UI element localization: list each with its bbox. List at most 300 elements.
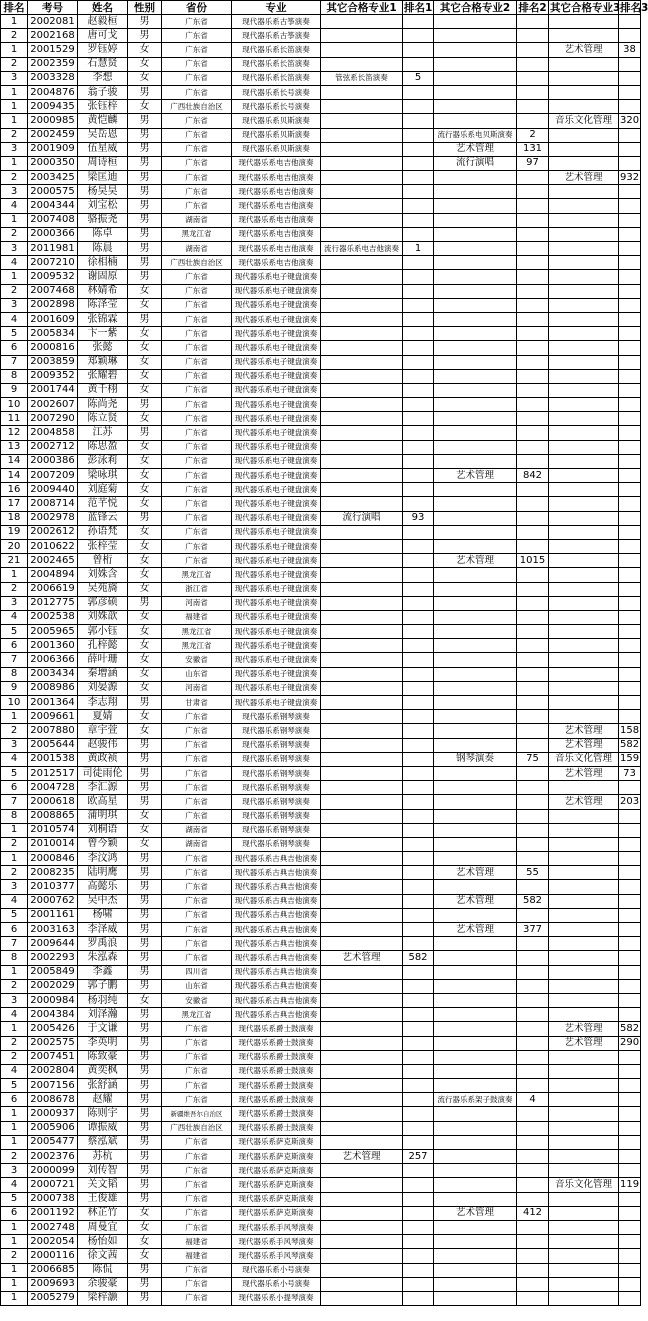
other-major-1-cell	[321, 483, 403, 497]
gender-cell: 男	[128, 1050, 162, 1064]
other-major-1-cell: 管弦系长笛演奏	[321, 71, 403, 85]
rank-cell: 8	[1, 667, 28, 681]
exam-number-cell: 2002612	[28, 525, 78, 539]
name-cell: 张梓莹	[78, 539, 128, 553]
rank-1-cell	[403, 128, 434, 142]
rank-2-cell: 97	[517, 156, 549, 170]
rank-3-cell: 290	[619, 1036, 641, 1050]
other-major-1-cell: 流行演唱	[321, 511, 403, 525]
major-cell: 现代器乐系小提琴演奏	[232, 1291, 321, 1305]
other-major-2-cell	[434, 639, 517, 653]
other-major-3-cell	[549, 965, 619, 979]
other-major-1-cell	[321, 227, 403, 241]
other-major-3-cell	[549, 383, 619, 397]
name-cell: 赵耀	[78, 1093, 128, 1107]
gender-cell: 男	[128, 171, 162, 185]
rank-cell: 1	[1, 1220, 28, 1234]
rank-cell: 1	[1, 1107, 28, 1121]
exam-number-cell: 2008865	[28, 809, 78, 823]
rank-3-cell	[619, 71, 641, 85]
other-major-3-cell	[549, 582, 619, 596]
rank-cell: 11	[1, 412, 28, 426]
rank-1-cell	[403, 667, 434, 681]
province-cell: 广东省	[162, 738, 232, 752]
other-major-1-cell	[321, 1277, 403, 1291]
gender-cell: 女	[128, 298, 162, 312]
rank-2-cell: 1015	[517, 554, 549, 568]
rank-cell: 9	[1, 681, 28, 695]
rank-2-cell: 4	[517, 1093, 549, 1107]
name-cell: 孙语梵	[78, 525, 128, 539]
exam-number-cell: 2003859	[28, 355, 78, 369]
col-province-header: 省份	[162, 1, 232, 15]
rank-3-cell	[619, 57, 641, 71]
major-cell: 现代器乐系电子键盘演奏	[232, 341, 321, 355]
other-major-3-cell: 艺术管理	[549, 738, 619, 752]
gender-cell: 女	[128, 327, 162, 341]
rank-1-cell	[403, 681, 434, 695]
other-major-2-cell	[434, 568, 517, 582]
other-major-3-cell	[549, 483, 619, 497]
province-cell: 河南省	[162, 681, 232, 695]
table-row	[1, 142, 641, 156]
name-cell: 吴中杰	[78, 894, 128, 908]
major-cell: 现代器乐系萨克斯演奏	[232, 1164, 321, 1178]
table-row	[1, 412, 641, 426]
rank-2-cell	[517, 1235, 549, 1249]
other-major-1-cell	[321, 1036, 403, 1050]
other-major-3-cell	[549, 511, 619, 525]
rank-cell: 1	[1, 114, 28, 128]
rank-1-cell: 257	[403, 1150, 434, 1164]
table-row	[1, 256, 641, 270]
other-major-1-cell	[321, 156, 403, 170]
table-row	[1, 483, 641, 497]
province-cell: 广东省	[162, 554, 232, 568]
table-row	[1, 809, 641, 823]
rank-2-cell	[517, 1022, 549, 1036]
other-major-1-cell	[321, 653, 403, 667]
other-major-3-cell	[549, 1135, 619, 1149]
rank-3-cell	[619, 852, 641, 866]
rank-1-cell	[403, 965, 434, 979]
major-cell: 现代器乐系电子键盘演奏	[232, 596, 321, 610]
name-cell: 黄千栩	[78, 383, 128, 397]
other-major-1-cell	[321, 568, 403, 582]
gender-cell: 男	[128, 1135, 162, 1149]
rank-1-cell	[403, 724, 434, 738]
rank-2-cell	[517, 596, 549, 610]
name-cell: 江苏	[78, 426, 128, 440]
province-cell: 广东省	[162, 1022, 232, 1036]
gender-cell: 女	[128, 497, 162, 511]
name-cell: 张锦霖	[78, 312, 128, 326]
name-cell: 欧高星	[78, 795, 128, 809]
other-major-2-cell	[434, 596, 517, 610]
exam-number-cell: 2000366	[28, 227, 78, 241]
exam-number-cell: 2004876	[28, 85, 78, 99]
rank-cell: 7	[1, 653, 28, 667]
major-cell: 现代器乐系电子键盘演奏	[232, 681, 321, 695]
rank-3-cell	[619, 199, 641, 213]
table-row	[1, 866, 641, 880]
rank-cell: 8	[1, 369, 28, 383]
other-major-3-cell	[549, 667, 619, 681]
major-cell: 现代器乐系古典吉他演奏	[232, 1008, 321, 1022]
rank-3-cell	[619, 1079, 641, 1093]
rank-3-cell	[619, 610, 641, 624]
rank-cell: 4	[1, 312, 28, 326]
other-major-3-cell	[549, 951, 619, 965]
other-major-3-cell	[549, 327, 619, 341]
col-exam-number-header: 考号	[28, 1, 78, 15]
rank-cell: 6	[1, 923, 28, 937]
exam-number-cell: 2001744	[28, 383, 78, 397]
rank-2-cell	[517, 256, 549, 270]
other-major-1-cell	[321, 908, 403, 922]
exam-number-cell: 2010014	[28, 837, 78, 851]
gender-cell: 男	[128, 596, 162, 610]
province-cell: 广东省	[162, 426, 232, 440]
gender-cell: 男	[128, 866, 162, 880]
exam-number-cell: 2002607	[28, 398, 78, 412]
gender-cell: 男	[128, 752, 162, 766]
rank-2-cell	[517, 1121, 549, 1135]
province-cell: 新疆维吾尔自治区	[162, 1107, 232, 1121]
rank-3-cell	[619, 809, 641, 823]
rank-cell: 1	[1, 852, 28, 866]
other-major-3-cell	[549, 15, 619, 29]
rank-3-cell	[619, 582, 641, 596]
other-major-3-cell	[549, 398, 619, 412]
other-major-2-cell	[434, 383, 517, 397]
rank-1-cell	[403, 1263, 434, 1277]
rank-3-cell: 119	[619, 1178, 641, 1192]
other-major-3-cell	[549, 454, 619, 468]
rank-2-cell: 55	[517, 866, 549, 880]
rank-3-cell	[619, 469, 641, 483]
province-cell: 广东省	[162, 525, 232, 539]
table-row	[1, 454, 641, 468]
rank-2-cell	[517, 766, 549, 780]
name-cell: 刘晏源	[78, 681, 128, 695]
rank-2-cell	[517, 383, 549, 397]
major-cell: 现代器乐系电子键盘演奏	[232, 625, 321, 639]
table-row	[1, 979, 641, 993]
rank-3-cell	[619, 440, 641, 454]
gender-cell: 女	[128, 837, 162, 851]
major-cell: 现代器乐系钢琴演奏	[232, 738, 321, 752]
rank-cell: 7	[1, 795, 28, 809]
major-cell: 现代器乐系电吉他演奏	[232, 185, 321, 199]
col-other-major-2-header: 其它合格专业2	[434, 1, 517, 15]
table-row	[1, 85, 641, 99]
gender-cell: 男	[128, 15, 162, 29]
rank-2-cell	[517, 1107, 549, 1121]
other-major-1-cell	[321, 1220, 403, 1234]
table-row	[1, 511, 641, 525]
other-major-1-cell	[321, 171, 403, 185]
rank-1-cell	[403, 440, 434, 454]
rank-2-cell	[517, 497, 549, 511]
rank-1-cell	[403, 497, 434, 511]
other-major-3-cell	[549, 1249, 619, 1263]
other-major-2-cell	[434, 1050, 517, 1064]
rank-1-cell	[403, 837, 434, 851]
name-cell: 司徒雨伦	[78, 766, 128, 780]
other-major-2-cell	[434, 667, 517, 681]
major-cell: 现代器乐系电吉他演奏	[232, 242, 321, 256]
rank-1-cell	[403, 696, 434, 710]
rank-cell: 2	[1, 1150, 28, 1164]
rank-1-cell	[403, 554, 434, 568]
rank-cell: 1	[1, 100, 28, 114]
rank-2-cell	[517, 681, 549, 695]
gender-cell: 女	[128, 355, 162, 369]
rank-3-cell: 320	[619, 114, 641, 128]
gender-cell: 女	[128, 653, 162, 667]
other-major-2-cell	[434, 852, 517, 866]
other-major-3-cell	[549, 1277, 619, 1291]
rank-cell: 4	[1, 610, 28, 624]
gender-cell: 女	[128, 469, 162, 483]
rank-2-cell	[517, 199, 549, 213]
other-major-3-cell: 艺术管理	[549, 1036, 619, 1050]
exam-number-cell: 2007880	[28, 724, 78, 738]
other-major-3-cell	[549, 539, 619, 553]
rank-1-cell	[403, 1291, 434, 1305]
rank-3-cell	[619, 327, 641, 341]
other-major-2-cell	[434, 1008, 517, 1022]
gender-cell: 男	[128, 29, 162, 43]
major-cell: 现代器乐系电吉他演奏	[232, 256, 321, 270]
gender-cell: 男	[128, 908, 162, 922]
table-row	[1, 469, 641, 483]
other-major-1-cell	[321, 440, 403, 454]
other-major-2-cell	[434, 1079, 517, 1093]
major-cell: 现代器乐系爵士鼓演奏	[232, 1036, 321, 1050]
other-major-3-cell	[549, 596, 619, 610]
rank-cell: 18	[1, 511, 28, 525]
other-major-2-cell	[434, 426, 517, 440]
major-cell: 现代器乐系萨克斯演奏	[232, 1192, 321, 1206]
rank-cell: 5	[1, 327, 28, 341]
province-cell: 广东省	[162, 199, 232, 213]
table-row	[1, 1263, 641, 1277]
exam-number-cell: 2012517	[28, 766, 78, 780]
province-cell: 黑龙江省	[162, 625, 232, 639]
table-row	[1, 639, 641, 653]
major-cell: 现代器乐系电子键盘演奏	[232, 483, 321, 497]
rank-2-cell	[517, 667, 549, 681]
other-major-2-cell	[434, 1235, 517, 1249]
other-major-2-cell	[434, 327, 517, 341]
gender-cell: 男	[128, 1036, 162, 1050]
exam-number-cell: 2001909	[28, 142, 78, 156]
rank-2-cell	[517, 837, 549, 851]
rank-3-cell	[619, 426, 641, 440]
province-cell: 黑龙江省	[162, 227, 232, 241]
table-row	[1, 1022, 641, 1036]
major-cell: 现代器乐系古典吉他演奏	[232, 894, 321, 908]
rank-2-cell	[517, 710, 549, 724]
other-major-1-cell	[321, 1107, 403, 1121]
exam-number-cell: 2001192	[28, 1206, 78, 1220]
other-major-3-cell	[549, 1121, 619, 1135]
other-major-2-cell	[434, 809, 517, 823]
rank-2-cell	[517, 71, 549, 85]
name-cell: 卞一紫	[78, 327, 128, 341]
rank-cell: 3	[1, 1164, 28, 1178]
table-row	[1, 923, 641, 937]
other-major-3-cell	[549, 185, 619, 199]
major-cell: 现代器乐系古典吉他演奏	[232, 951, 321, 965]
major-cell: 现代器乐系电子键盘演奏	[232, 639, 321, 653]
name-cell: 陈晨	[78, 242, 128, 256]
other-major-1-cell	[321, 142, 403, 156]
col-rank-header: 排名	[1, 1, 28, 15]
gender-cell: 男	[128, 199, 162, 213]
rank-3-cell	[619, 256, 641, 270]
other-major-2-cell: 流行器乐系架子鼓演奏	[434, 1093, 517, 1107]
rank-cell: 1	[1, 43, 28, 57]
exam-number-cell: 2009644	[28, 937, 78, 951]
table-row	[1, 270, 641, 284]
table-row	[1, 426, 641, 440]
other-major-1-cell	[321, 1249, 403, 1263]
table-row	[1, 738, 641, 752]
table-row	[1, 525, 641, 539]
other-major-1-cell	[321, 866, 403, 880]
name-cell: 骆振尧	[78, 213, 128, 227]
rank-2-cell: 75	[517, 752, 549, 766]
major-cell: 现代器乐系小号演奏	[232, 1263, 321, 1277]
rank-cell: 4	[1, 752, 28, 766]
gender-cell: 男	[128, 1178, 162, 1192]
other-major-2-cell	[434, 497, 517, 511]
province-cell: 广东省	[162, 270, 232, 284]
exam-number-cell: 2005834	[28, 327, 78, 341]
rank-cell: 9	[1, 383, 28, 397]
name-cell: 王俊雄	[78, 1192, 128, 1206]
rank-cell: 2	[1, 979, 28, 993]
rank-cell: 6	[1, 639, 28, 653]
other-major-1-cell: 流行器乐系电吉他演奏	[321, 242, 403, 256]
major-cell: 现代器乐系电子键盘演奏	[232, 312, 321, 326]
other-major-3-cell	[549, 213, 619, 227]
province-cell: 福建省	[162, 1235, 232, 1249]
gender-cell: 女	[128, 454, 162, 468]
rank-cell: 14	[1, 454, 28, 468]
rank-1-cell	[403, 923, 434, 937]
name-cell: 黄政祯	[78, 752, 128, 766]
rank-1-cell	[403, 823, 434, 837]
exam-number-cell: 2005965	[28, 625, 78, 639]
major-cell: 现代器乐系爵士鼓演奏	[232, 1022, 321, 1036]
name-cell: 朱泓森	[78, 951, 128, 965]
other-major-3-cell	[549, 1050, 619, 1064]
other-major-1-cell	[321, 298, 403, 312]
province-cell: 广东省	[162, 29, 232, 43]
rank-1-cell	[403, 426, 434, 440]
other-major-2-cell	[434, 454, 517, 468]
rank-3-cell	[619, 29, 641, 43]
other-major-1-cell	[321, 525, 403, 539]
province-cell: 广东省	[162, 185, 232, 199]
rank-cell: 1	[1, 710, 28, 724]
table-row	[1, 440, 641, 454]
name-cell: 夏婧	[78, 710, 128, 724]
gender-cell: 男	[128, 1164, 162, 1178]
name-cell: 唐可戈	[78, 29, 128, 43]
table-row	[1, 128, 641, 142]
rank-3-cell	[619, 681, 641, 695]
other-major-1-cell	[321, 29, 403, 43]
other-major-1-cell	[321, 837, 403, 851]
gender-cell: 女	[128, 582, 162, 596]
rank-2-cell	[517, 568, 549, 582]
exam-number-cell: 2003425	[28, 171, 78, 185]
major-cell: 现代器乐系长号演奏	[232, 85, 321, 99]
name-cell: 周曼宜	[78, 1220, 128, 1234]
province-cell: 广东省	[162, 57, 232, 71]
name-cell: 吴苑旖	[78, 582, 128, 596]
rank-1-cell	[403, 156, 434, 170]
rank-3-cell	[619, 312, 641, 326]
exam-number-cell: 2005477	[28, 1135, 78, 1149]
other-major-1-cell	[321, 355, 403, 369]
rank-2-cell	[517, 284, 549, 298]
rank-cell: 1	[1, 270, 28, 284]
other-major-3-cell	[549, 1064, 619, 1078]
table-row	[1, 781, 641, 795]
other-major-3-cell	[549, 1079, 619, 1093]
table-row	[1, 908, 641, 922]
gender-cell: 女	[128, 525, 162, 539]
other-major-3-cell	[549, 993, 619, 1007]
rank-3-cell	[619, 568, 641, 582]
table-row	[1, 1178, 641, 1192]
exam-number-cell: 2004384	[28, 1008, 78, 1022]
name-cell: 黄恺麟	[78, 114, 128, 128]
name-cell: 关文韬	[78, 1178, 128, 1192]
name-cell: 李汶鸿	[78, 852, 128, 866]
rank-3-cell	[619, 454, 641, 468]
name-cell: 杨羽纯	[78, 993, 128, 1007]
gender-cell: 男	[128, 398, 162, 412]
rank-2-cell: 131	[517, 142, 549, 156]
province-cell: 安徽省	[162, 993, 232, 1007]
other-major-3-cell	[549, 923, 619, 937]
province-cell: 湖南省	[162, 823, 232, 837]
table-row	[1, 951, 641, 965]
other-major-1-cell	[321, 256, 403, 270]
gender-cell: 女	[128, 1206, 162, 1220]
rank-3-cell	[619, 781, 641, 795]
exam-number-cell: 2000738	[28, 1192, 78, 1206]
rank-cell: 2	[1, 284, 28, 298]
rank-2-cell	[517, 795, 549, 809]
rank-cell: 5	[1, 908, 28, 922]
table-row	[1, 1036, 641, 1050]
gender-cell: 男	[128, 85, 162, 99]
exam-number-cell: 2000762	[28, 894, 78, 908]
table-row	[1, 696, 641, 710]
province-cell: 广东省	[162, 923, 232, 937]
major-cell: 现代器乐系古典吉他演奏	[232, 908, 321, 922]
name-cell: 徐相楠	[78, 256, 128, 270]
exam-number-cell: 2000575	[28, 185, 78, 199]
